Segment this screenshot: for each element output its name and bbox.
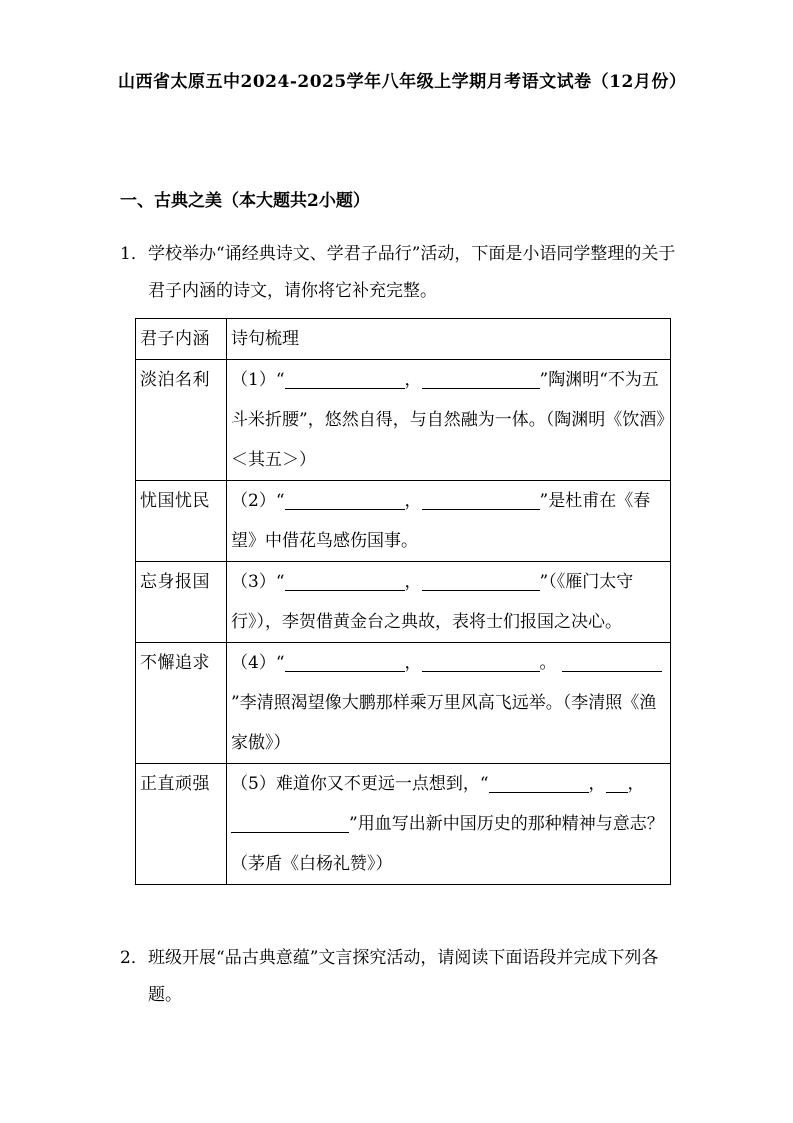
- question-number: 1．: [120, 244, 148, 264]
- answer-blank[interactable]: [285, 568, 405, 591]
- poem-table: [135, 318, 671, 885]
- prompt-prefix: （3）“: [231, 572, 285, 592]
- page-title: 山西省太原五中2024-2025学年八年级上学期月考语文试卷（12月份）: [118, 72, 687, 92]
- answer-blank[interactable]: [285, 366, 405, 389]
- header-cell-poems: 诗句梳理: [227, 319, 671, 360]
- question-text: 学校举办“诵经典诗文、学君子品行”活动，下面是小语同学整理的关于君子内涵的诗文，请你将它补充完整。: [148, 244, 676, 301]
- question-2: [120, 940, 680, 1014]
- row-content: [227, 360, 671, 481]
- question-1: [120, 236, 680, 310]
- header-cell-meaning: 君子内涵: [136, 319, 227, 360]
- row-content: [227, 481, 671, 562]
- prompt-suffix: ”是杜甫在《春望》中借花鸟感伤国事。: [231, 491, 651, 551]
- separator: ，: [627, 774, 645, 794]
- table-row: [136, 643, 671, 764]
- row-content: [227, 643, 671, 764]
- table-header-row: [136, 319, 671, 360]
- answer-blank[interactable]: [285, 649, 405, 672]
- separator: ，: [404, 653, 422, 673]
- answer-blank[interactable]: [231, 810, 349, 833]
- row-label: 不懈追求: [136, 643, 227, 764]
- table-row: [136, 360, 671, 481]
- row-content: [227, 764, 671, 885]
- question-number: 2．: [120, 948, 148, 968]
- answer-blank[interactable]: [422, 366, 540, 389]
- separator: ，: [404, 572, 422, 592]
- section-heading: 一、古典之美（本大题共2小题）: [120, 191, 370, 211]
- separator: ，: [404, 491, 422, 511]
- answer-blank[interactable]: [562, 649, 662, 672]
- prompt-suffix: ”（《雁门太守行》），李贺借黄金台之典故，表将士们报国之决心。: [231, 572, 634, 632]
- answer-blank[interactable]: [489, 770, 589, 793]
- row-label: 忘身报国: [136, 562, 227, 643]
- row-label: 忧国忧民: [136, 481, 227, 562]
- prompt-prefix: （2）“: [231, 491, 285, 511]
- row-label: 正直顽强: [136, 764, 227, 885]
- prompt-prefix: （1）“: [231, 370, 285, 390]
- question-text: 班级开展“品古典意蕴”文言探究活动，请阅读下面语段并完成下列各题。: [148, 948, 659, 1005]
- answer-blank[interactable]: [606, 770, 628, 793]
- row-label: 淡泊名利: [136, 360, 227, 481]
- prompt-suffix: ”陶渊明“不为五斗米折腰”，悠然自得，与自然融为一体。（陶渊明《饮酒》＜其五＞）: [231, 370, 665, 470]
- answer-blank[interactable]: [422, 487, 540, 510]
- separator: 。: [539, 653, 557, 673]
- table-row: [136, 481, 671, 562]
- prompt-suffix: ”用血写出新中国历史的那种精神与意志？（茅盾《白杨礼赞》）: [231, 814, 664, 874]
- answer-blank[interactable]: [285, 487, 405, 510]
- prompt-prefix: （5）难道你又不更远一点想到，“: [231, 774, 489, 794]
- row-content: [227, 562, 671, 643]
- separator: ，: [588, 774, 606, 794]
- table-row: [136, 764, 671, 885]
- separator: ，: [404, 370, 422, 390]
- prompt-suffix: ”李清照渴望像大鹏那样乘万里风高飞远举。（李清照《渔家傲》）: [231, 693, 657, 753]
- table-row: [136, 562, 671, 643]
- answer-blank[interactable]: [422, 649, 540, 672]
- prompt-prefix: （4）“: [231, 653, 285, 673]
- answer-blank[interactable]: [422, 568, 540, 591]
